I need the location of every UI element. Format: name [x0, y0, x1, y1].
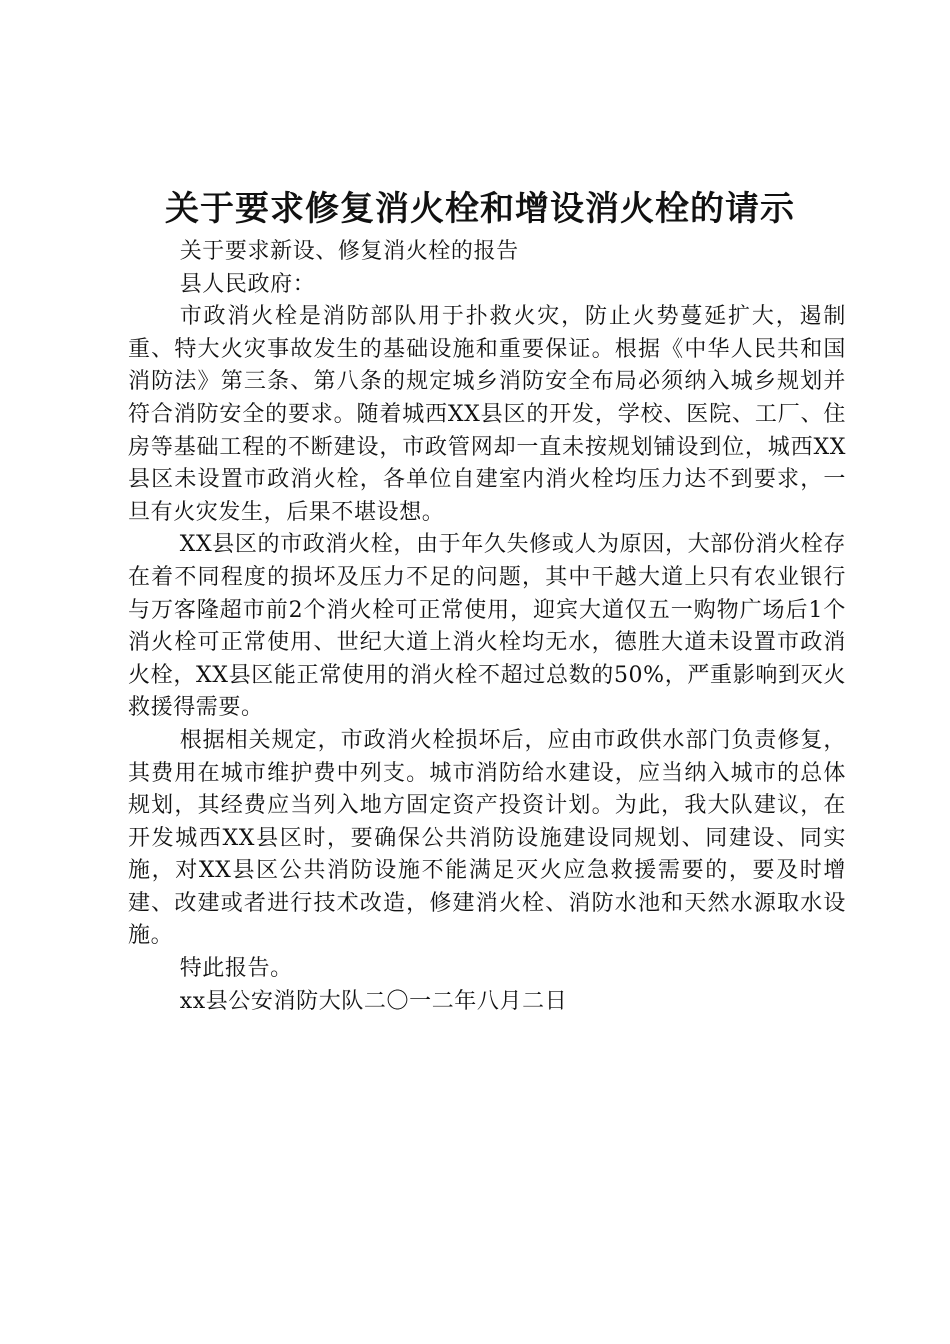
addressee: 县人民政府：: [179, 271, 316, 297]
signature-line: xx县公安消防大队二〇一二年八月二日: [179, 988, 568, 1014]
report-subtitle: 关于要求新设、修复消火栓的报告: [179, 239, 519, 264]
closing-line: 特此报告。: [179, 956, 293, 982]
paragraph-3: 根据相关规定，市政消火栓损坏后，应由市政供水部门负责修复，其费用在城市维护费中列支。城市消防给水建设，应当纳入城市的总体规划，其经费应当列入地方固定资产投资计划。为此，我大队建议，在开发城西XX县区时，要确保公共消防设施建设同规划、同建设、同实施，对XX县区公共消防设施不能满足灭火应急救援需要的，要及时增建、改建或者进行技术改造，修建消火栓、消防水池和天然水源取水设施。: [128, 727, 846, 949]
paragraph-1: 市政消火栓是消防部队用于扑救火灾，防止火势蔓延扩大，遏制重、特大火灾事故发生的基础设施和重要保证。根据《中华人民共和国消防法》第三条、第八条的规定城乡消防安全布局必须纳入城乡规划并符合消防安全的要求。随着城西XX县区的开发，学校、医院、工厂、住房等基础工程的不断建设，市政管网却一直未按规划铺设到位，城西XX县区未设置市政消火栓，各单位自建室内消火栓均压力达不到要求，一旦有火灾发生，后果不堪设想。: [128, 304, 846, 525]
document-title: 关于要求修复消火栓和增设消火栓的请示: [165, 189, 795, 229]
paragraph-2: XX县区的市政消火栓，由于年久失修或人为原因，大部份消火栓存在着不同程度的损坏及压力不足的问题，其中干越大道上只有农业银行与万客隆超市前2个消火栓可正常使用，迎宾大道仅五一购物广场后1个消火栓可正常使用、世纪大道上消火栓均无水，德胜大道未设置市政消火栓，XX县区能正常使用的消火栓不超过总数的50%，严重影响到灭火救援得需要。: [128, 532, 846, 721]
document-body: [128, 236, 846, 1018]
